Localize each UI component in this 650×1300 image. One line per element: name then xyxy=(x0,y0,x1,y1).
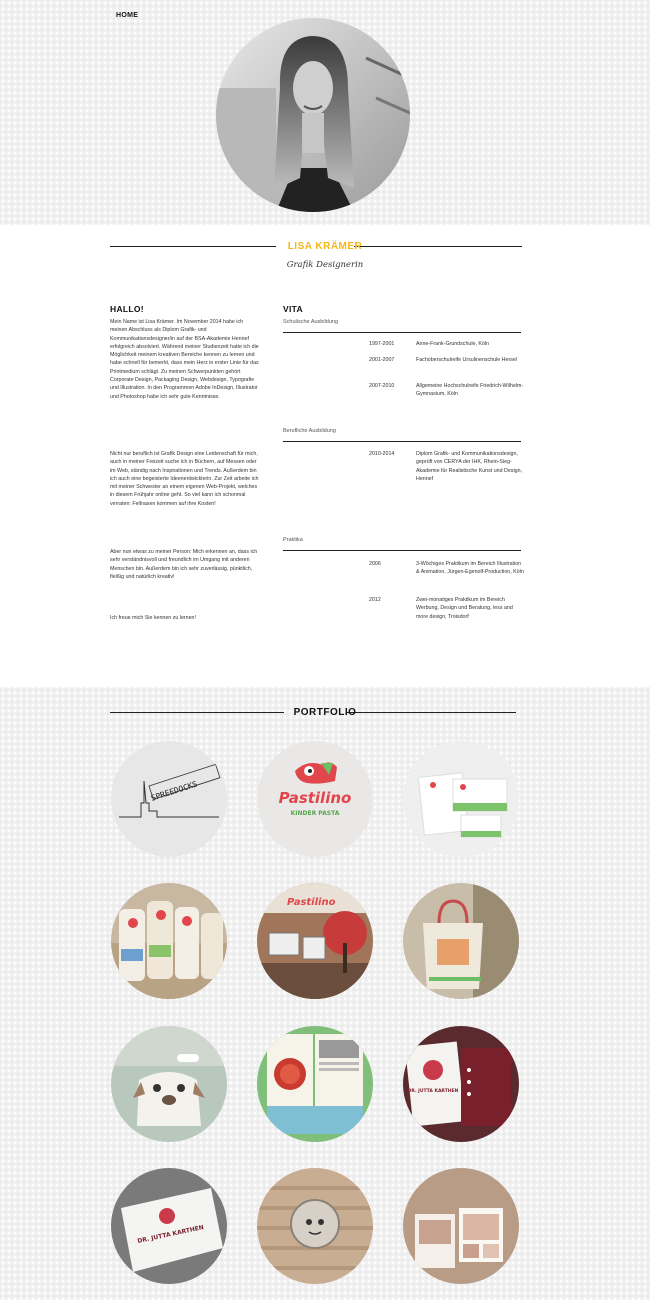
pastilino-sub-text: KINDER PASTA xyxy=(290,810,340,817)
portfolio-item-bag[interactable] xyxy=(403,883,519,999)
vita-desc: Zwei-monatiges Praktikum im Bereich Werbung, Design und Beratung, less and more design, Troisdorf xyxy=(416,597,513,620)
profile-photo xyxy=(216,18,410,212)
job-subtitle: Grafik Designerin xyxy=(286,260,364,270)
portfolio-item-packaging[interactable] xyxy=(111,883,227,999)
vita-divider xyxy=(283,332,521,333)
portfolio-item-dog-figure[interactable] xyxy=(111,1026,227,1142)
vita-category-professional: Berufliche Ausbildung xyxy=(283,428,336,434)
hello-paragraph-3: Aber nun etwas zu meiner Person: Mich erkennen an, dass ich sehr verständnisvoll und freundlich im Umgang mit anderen Menschen bin. Außerdem bin ich sehr zuverlässig, pünktlich, fleißig und natürlich kreativ! xyxy=(110,549,258,580)
vita-year: 2010-2014 xyxy=(369,451,395,457)
vita-year: 1997-2001 xyxy=(369,341,395,347)
home-link[interactable]: HOME xyxy=(116,12,139,19)
portfolio-heading: PORTFOLIO xyxy=(293,707,357,718)
portfolio-item-knitted[interactable] xyxy=(257,1168,373,1284)
book-cover-text: DR. JUTTA KARTHEN xyxy=(136,1224,205,1245)
vita-year: 2012 xyxy=(369,597,381,603)
portfolio-item-stationery[interactable] xyxy=(403,741,519,857)
vita-desc: Allgemeine Hochschulreife Friedrich-Wilhelm-Gymnasium, Köln xyxy=(416,383,524,398)
vita-divider xyxy=(283,550,521,551)
vita-category-internships: Praktika xyxy=(283,537,303,543)
svg-text:Pastilino: Pastilino xyxy=(287,897,336,908)
portfolio-item-magazine[interactable] xyxy=(257,1026,373,1142)
vita-desc: 3-Wöchiges Praktikum im Bereich Illustration & Animation, Jürgen-Egenolf-Production, Köln xyxy=(416,561,524,576)
vita-year: 2007-2010 xyxy=(369,383,395,389)
vita-heading: VITA xyxy=(283,304,303,314)
portfolio-item-trade-fair[interactable] xyxy=(257,883,373,999)
name-title: LISA KRÄMER xyxy=(287,241,363,252)
pastilino-logo-text: Pastilino xyxy=(278,789,352,807)
portfolio-item-photo-prints[interactable] xyxy=(403,1168,519,1284)
vita-category-school: Schulische Ausbildung xyxy=(283,319,339,325)
hello-paragraph-4: Ich freue mich Sie kennen zu lernen! xyxy=(110,615,196,621)
spreedocks-logo-text: SPREEDOCKS xyxy=(149,779,199,803)
hello-paragraph-1: Mein Name ist Lisa Krämer. Im November 2014 habe ich meinen Abschluss als Diplom Grafik- und Kommunikationsdesigner/in auf der BSA-Akademie Hennef erfolgreich absolviert. Während meiner Studienzeit hatte ich die Möglichkeit meinem kreativen Bereiche kennen zu lernen und habe schnell für bemerkt, dass mein Herz in erster Linie für das Printmedium schlägt. Zu meinen Schwerpunkten gehört Corporate Design, Packaging Design, Webdesign, Typografie und Illustration. In den Programmen Adobe InDesign, Illustrator und Photoshop habe ich sehr gute Kenntnisse. xyxy=(110,319,259,400)
about-section xyxy=(0,225,650,687)
portfolio-item-spreedocks[interactable] xyxy=(111,741,227,857)
vita-desc: Diplom Grafik- und Kommunikationsdesign, geprüft von CERYA der IHK, Rhein-Sieg-Akademie für Realistische Kunst und Design, Hennef xyxy=(416,451,522,482)
vita-year: 2001-2007 xyxy=(369,357,395,363)
portfolio-item-pastilino-logo[interactable] xyxy=(257,741,373,857)
portfolio-item-business-cards[interactable] xyxy=(403,1026,519,1142)
business-card-text: DR. JUTTA KARTHEN xyxy=(407,1089,459,1094)
vita-desc: Fachoberschulreife Ursulinenschule Hersel xyxy=(416,357,517,363)
portfolio-item-book[interactable] xyxy=(111,1168,227,1284)
hello-paragraph-2: Nicht nur beruflich ist Grafik Design eine Leidenschaft für mich, auch in meiner Freizeit suche ich in Büchern, auf Messen oder im Web, ständig nach Inspirationen und Trends. Außerdem bin ich auch eine begeisterte Ideenentwicklerin. Zur Zeit arbeite ich mit meiner Schwester an einem eigenen Web-Projekt, welches in diesem Frühjahr online geht. So viel kann ich schonmal verraten: Fellnasen kommen auf ihre Kosten! xyxy=(110,451,259,507)
vita-desc: Anne-Frank-Grundschule, Köln xyxy=(416,341,490,347)
hello-heading: HALLO! xyxy=(110,304,144,314)
vita-year: 2006 xyxy=(369,561,381,567)
vita-divider xyxy=(283,441,521,442)
